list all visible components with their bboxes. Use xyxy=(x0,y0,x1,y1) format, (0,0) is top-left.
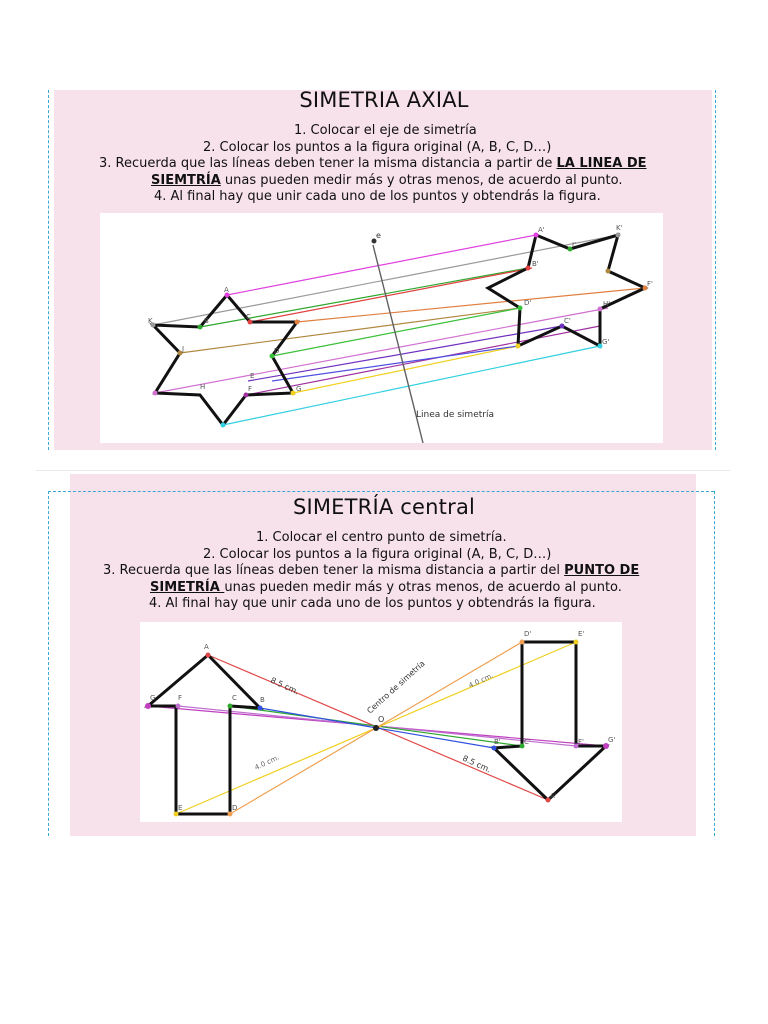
svg-text:A: A xyxy=(204,643,209,651)
central-step-3-bold2: SIMETRÍA xyxy=(150,579,225,595)
central-figure xyxy=(140,622,622,822)
axial-border-right xyxy=(715,90,716,450)
central-step-4: 4. Al final hay que unir cada uno de los puntos y obtendrás la figura. xyxy=(149,596,596,611)
svg-text:G: G xyxy=(296,385,302,393)
axial-steps xyxy=(99,123,699,206)
svg-text:F: F xyxy=(178,694,183,702)
line-i xyxy=(223,346,600,425)
svg-text:D': D' xyxy=(524,299,532,307)
center-point xyxy=(373,725,379,731)
svg-text:C': C' xyxy=(524,738,531,746)
distance-small-1: 4.0 cm. xyxy=(253,753,281,772)
svg-text:E: E xyxy=(250,372,255,380)
line-h xyxy=(155,308,608,393)
line-k xyxy=(153,235,618,325)
original-arrow xyxy=(148,655,260,814)
svg-text:B: B xyxy=(204,317,209,325)
svg-text:F: F xyxy=(248,385,253,393)
vertex-labels xyxy=(148,224,653,393)
svg-text:A': A' xyxy=(538,226,545,234)
svg-text:C: C xyxy=(232,694,237,702)
central-diagram xyxy=(140,622,622,822)
axis-point-e-label: e xyxy=(376,231,381,240)
svg-text:B': B' xyxy=(532,260,539,268)
axial-step-3 xyxy=(99,156,699,173)
reflected-arrow xyxy=(494,642,606,800)
svg-text:C: C xyxy=(246,313,251,321)
section-divider xyxy=(36,470,730,471)
central-step-3-text: 3. Recuerda que las líneas deben tener la misma distancia a partir del xyxy=(103,563,565,578)
center-point-label: O xyxy=(378,715,385,724)
central-border-top xyxy=(48,491,714,492)
axial-step-1: 1. Colocar el eje de simetría xyxy=(294,123,477,138)
svg-text:K': K' xyxy=(616,224,623,232)
axial-border-left xyxy=(48,90,49,450)
central-step-2: 2. Colocar los puntos a la figura original (A, B, C, D…) xyxy=(203,546,552,562)
line-j xyxy=(180,308,520,353)
axial-step-3-suffix: unas pueden medir más y otras menos, de acuerdo al punto. xyxy=(220,172,623,188)
svg-text:A': A' xyxy=(550,792,557,800)
axial-figure xyxy=(100,213,663,443)
svg-text:D: D xyxy=(274,347,280,355)
axial-step-2: 2. Colocar los puntos a la figura original (A, B, C, D…) xyxy=(203,139,552,155)
svg-text:G': G' xyxy=(608,736,616,744)
svg-text:D': D' xyxy=(524,630,532,638)
distance-small-2: 4.0 cm. xyxy=(467,671,495,690)
axial-step-3-cont xyxy=(99,173,699,190)
svg-text:E: E xyxy=(178,804,183,812)
axis-label: Linea de simetría xyxy=(416,410,494,420)
line-m xyxy=(272,346,518,381)
axial-step-3-bold: LA LINEA DE xyxy=(556,156,647,171)
central-step-3-bold: PUNTO DE xyxy=(564,563,640,578)
central-border-right xyxy=(714,491,715,836)
original-star xyxy=(153,295,297,425)
svg-text:H': H' xyxy=(603,300,611,308)
distance-top: 8.5 cm. xyxy=(269,675,301,697)
svg-text:E': E' xyxy=(578,630,585,638)
central-step-3-cont xyxy=(103,580,703,597)
svg-text:I': I' xyxy=(572,241,576,249)
central-step-1: 1. Colocar el centro punto de simetría. xyxy=(256,530,507,545)
svg-text:B: B xyxy=(260,696,265,704)
svg-text:G: G xyxy=(150,694,156,702)
central-title: SIMETRÍA central xyxy=(292,495,476,519)
svg-text:F': F' xyxy=(578,738,584,746)
axial-title: SIMETRIA AXIAL xyxy=(299,88,469,112)
svg-text:B': B' xyxy=(494,738,501,746)
svg-text:G': G' xyxy=(602,338,610,346)
central-step-3 xyxy=(103,563,703,580)
distance-bottom: 8.5 cm. xyxy=(461,753,493,775)
central-steps xyxy=(103,530,703,613)
axial-step-3-text: 3. Recuerda que las líneas deben tener la misma distancia a partir de xyxy=(99,156,557,171)
svg-text:F': F' xyxy=(647,280,653,288)
central-border-left xyxy=(48,491,49,836)
svg-text:H: H xyxy=(200,383,206,391)
axial-diagram xyxy=(100,213,663,443)
svg-text:C': C' xyxy=(564,317,571,325)
svg-text:K: K xyxy=(148,317,153,325)
center-label: Centro de simetría xyxy=(365,658,427,716)
central-step-3-suffix: unas pueden medir más y otras menos, de acuerdo al punto. xyxy=(224,579,622,595)
svg-text:D: D xyxy=(232,804,238,812)
axial-step-4: 4. Al final hay que unir cada uno de los puntos y obtendrás la figura. xyxy=(154,189,601,204)
svg-text:A: A xyxy=(224,286,229,294)
axial-step-3-bold2: SIEMTRÍA xyxy=(151,172,221,188)
svg-text:J: J xyxy=(182,345,185,353)
